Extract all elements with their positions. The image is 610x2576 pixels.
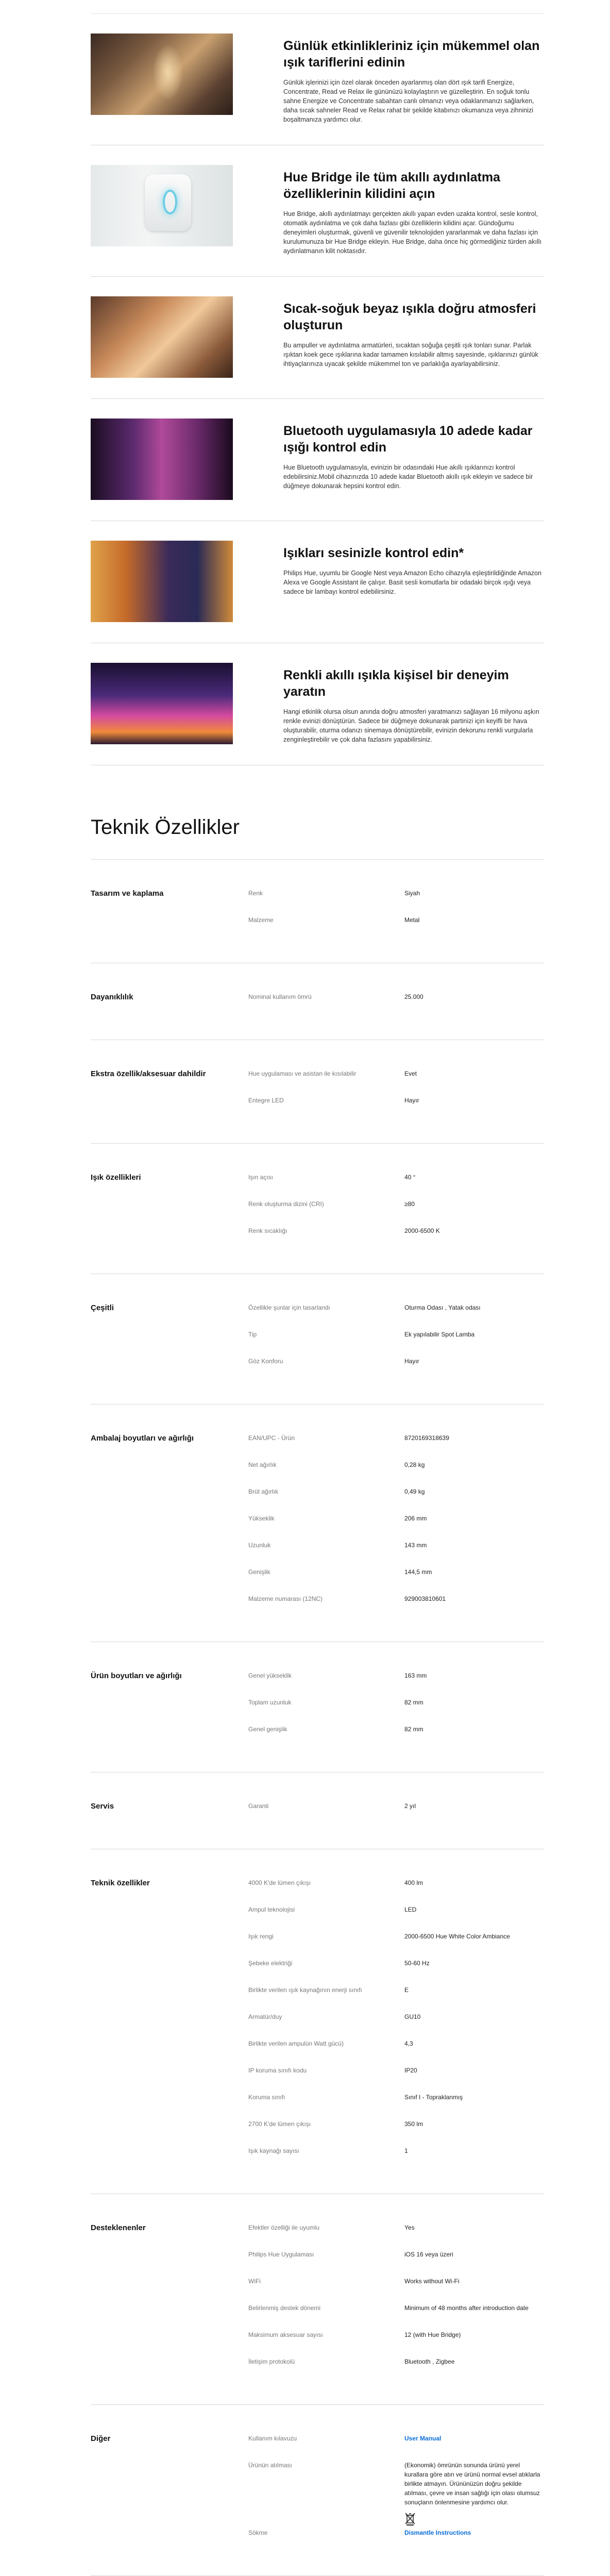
spec-value-text: Hayır <box>404 1097 419 1104</box>
spec-value <box>404 915 545 942</box>
spec-group-title: Desteklenenler <box>91 2223 146 2232</box>
spec-rows <box>248 1878 545 2173</box>
spec-row <box>248 1959 545 1985</box>
spec-label: Işık kaynağı sayısı <box>248 2147 299 2154</box>
spec-row <box>248 1199 545 1226</box>
spec-value <box>404 1514 545 1541</box>
spec-label: Nominal kullanım ömrü <box>248 993 312 1000</box>
spec-value <box>404 1487 545 1514</box>
spec-group-title: Çeşitli <box>91 1303 114 1312</box>
spec-value <box>404 1932 545 1959</box>
feature-description: Hue Bluetooth uygulamasıyla, evinizin bir odasındaki Hue akıllı ışıklarınızı kontrol edebilirsiniz.Mobil cihazınızda 10 adede kadar Bluetooth akıllı ışık ekleyin ve sadece bir düğmeye dokunarak hepsini kontrol edin. <box>283 464 533 490</box>
spec-label: Koruma sınıfı <box>248 2094 285 2101</box>
spec-value-text: ≥80 <box>404 1200 415 1208</box>
spec-value-text: 0,28 kg <box>404 1461 425 1468</box>
spec-row <box>248 915 545 942</box>
spec-label: Toplam uzunluk <box>248 1699 292 1706</box>
spec-value-text: GU10 <box>404 2013 421 2020</box>
spec-value <box>404 2223 545 2250</box>
hue-bridge-icon <box>145 174 191 231</box>
feature-image <box>91 663 233 744</box>
spec-value <box>404 1959 545 1985</box>
spec-value <box>404 2093 545 2119</box>
spec-value-text: iOS 16 veya üzeri <box>404 2251 453 2258</box>
spec-value-text: E <box>404 1986 409 1994</box>
spec-value-text: (Ekonomik) ömrünün sonunda ürünü yerel kurallara göre atın ve ürünü normal evsel atıklarla birlikte atmayın. Ürününüzün doğru şekilde atılması, çevre ve insan sağlığı için olası olumsuz sonuçların önlenmesine yardımcı olur. <box>404 2462 540 2506</box>
spec-label: Sökme <box>248 2529 268 2536</box>
spec-value-text: 143 mm <box>404 1542 427 1549</box>
spec-value <box>404 992 545 1019</box>
spec-row <box>248 2303 545 2330</box>
spec-row <box>248 2528 545 2555</box>
spec-row <box>248 2461 545 2528</box>
spec-group <box>91 1040 544 1143</box>
spec-rows <box>248 992 545 1019</box>
spec-label: Renk sıcaklığı <box>248 1227 287 1234</box>
spec-row <box>248 1173 545 1199</box>
spec-rows <box>248 2434 545 2555</box>
spec-row <box>248 1226 545 1253</box>
spec-value <box>404 2330 545 2357</box>
spec-row <box>248 1985 545 2012</box>
feature-list <box>91 0 544 765</box>
spec-value <box>404 1226 545 1253</box>
spec-value-text: 82 mm <box>404 1699 423 1706</box>
spec-row <box>248 2357 545 2384</box>
spec-value-text: 2000-6500 Hue White Color Ambiance <box>404 1933 510 1940</box>
spec-group <box>91 1849 544 2194</box>
feature-image <box>91 34 233 115</box>
spec-value-text: 163 mm <box>404 1672 427 1679</box>
feature-item <box>91 145 544 276</box>
spec-value <box>404 1541 545 1567</box>
spec-value <box>404 1985 545 2012</box>
spec-value <box>404 1096 545 1123</box>
spec-value <box>404 1671 545 1698</box>
feature-title: Günlük etkinlikleriniz için mükemmel olan ışık tariflerini edinin <box>283 39 540 70</box>
feature-text <box>283 34 544 124</box>
spec-label: IP koruma sınıfı kodu <box>248 2067 307 2074</box>
spec-value <box>404 2434 545 2461</box>
spec-group <box>91 1772 544 1849</box>
spec-rows <box>248 1173 545 1253</box>
spec-value-text: 400 lm <box>404 1879 423 1886</box>
spec-row <box>248 1514 545 1541</box>
spec-label: EAN/UPC - Ürün <box>248 1434 295 1442</box>
feature-image <box>91 165 233 246</box>
spec-value-text: Evet <box>404 1070 417 1077</box>
spec-row <box>248 1905 545 1932</box>
spec-value <box>404 1594 545 1621</box>
spec-group-title: Işık özellikleri <box>91 1173 141 1182</box>
spec-label: Tip <box>248 1331 257 1338</box>
spec-value-text: LED <box>404 1906 417 1913</box>
feature-text <box>283 663 544 744</box>
spec-group <box>91 1642 544 1772</box>
spec-value <box>404 2461 545 2528</box>
spec-value-text: Minimum of 48 months after introduction date <box>404 2304 529 2312</box>
spec-label: Malzeme numarası (12NC) <box>248 1595 323 1602</box>
spec-rows <box>248 1801 545 1828</box>
spec-value-text: 929003810601 <box>404 1595 446 1602</box>
feature-image <box>91 296 233 378</box>
spec-label: Renk <box>248 890 263 897</box>
spec-value-text: 206 mm <box>404 1515 427 1522</box>
spec-value-text: IP20 <box>404 2067 417 2074</box>
spec-row <box>248 1671 545 1698</box>
spec-value <box>404 2146 545 2173</box>
spec-value <box>404 1357 545 1383</box>
spec-rows <box>248 2223 545 2384</box>
spec-row <box>248 1725 545 1751</box>
content-container <box>91 0 544 2576</box>
spec-row <box>248 1594 545 1621</box>
spec-row <box>248 2039 545 2066</box>
spec-row <box>248 1487 545 1514</box>
spec-row <box>248 2330 545 2357</box>
spec-row <box>248 1460 545 1487</box>
spec-value <box>404 1173 545 1199</box>
specs-title: Teknik Özellikler <box>91 816 240 839</box>
spec-row <box>248 1096 545 1123</box>
spec-value-text: Ek yapılabilir Spot Lamba <box>404 1331 475 1338</box>
spec-row <box>248 2093 545 2119</box>
spec-value-text: 12 (with Hue Bridge) <box>404 2331 461 2338</box>
feature-image <box>91 541 233 622</box>
spec-row <box>248 2146 545 2173</box>
spec-group <box>91 859 544 963</box>
spec-row <box>248 889 545 915</box>
spec-label: Kullanım kılavuzu <box>248 2435 297 2442</box>
spec-value-text: 350 lm <box>404 2120 423 2128</box>
spec-row <box>248 1433 545 1460</box>
feature-description: Günlük işlerinizi için özel olarak önceden ayarlanmış olan dört ışık tarifi Energize, Concentrate, Read ve Relax ile gününüzü kolaylaştırın ve güzelleştirin. En soğuk tonlu sahne Energize ve Concentrate sabahtan canlı olmanızı veya odaklanmanızı sağlarken, daha sıcak sahneler Read ve Relax rahat bir şekilde kitabınızı okumanıza veya zihninizi boşaltmanıza yardımcı olur. <box>283 79 534 123</box>
spec-label: Şebeke elektriği <box>248 1960 293 1967</box>
spec-value <box>404 1698 545 1725</box>
spec-value <box>404 1460 545 1487</box>
spec-row <box>248 1932 545 1959</box>
spec-row <box>248 1567 545 1594</box>
spec-value-text: 144,5 mm <box>404 1568 432 1576</box>
spec-label: Göz Konforu <box>248 1358 283 1365</box>
feature-item <box>91 643 544 765</box>
spec-value-text: Yes <box>404 2224 415 2231</box>
spec-value-text: Oturma Odası , Yatak odası <box>404 1304 481 1311</box>
spec-value <box>404 1433 545 1460</box>
spec-row <box>248 2250 545 2277</box>
spec-group <box>91 1404 544 1642</box>
spec-label: Efektler özelliği ile uyumlu <box>248 2224 320 2231</box>
spec-value <box>404 2357 545 2384</box>
spec-groups <box>91 859 544 2576</box>
spec-label: Garanti <box>248 1802 269 1810</box>
spec-row <box>248 2223 545 2250</box>
feature-item <box>91 13 544 145</box>
feature-item <box>91 521 544 643</box>
spec-label: İletişim protokolü <box>248 2358 295 2365</box>
feature-description: Hangi etkinlik olursa olsun anında doğru atmosferi yaratmanızı sağlayan 16 milyonu aşkın renkle evinizi dönüştürün. Sadece bir düğmeye dokunarak partinizi için keyifli bir hava oluşturabilir, oturma odanızı sinemaya dönüştürebilir, evinizin dekorunu renkli vurgularla zenginleştirebilir ve çok daha fazlasını yapabilirsiniz. <box>283 708 539 743</box>
spec-value-text: Metal <box>404 916 420 924</box>
spec-group <box>91 1143 544 1274</box>
spec-value <box>404 2066 545 2093</box>
feature-text <box>283 541 544 622</box>
feature-text <box>283 419 544 500</box>
spec-value-text: Hayır <box>404 1358 419 1365</box>
spec-value <box>404 2250 545 2277</box>
spec-rows <box>248 1671 545 1751</box>
spec-row <box>248 1878 545 1905</box>
spec-value <box>404 2039 545 2066</box>
spec-value <box>404 1567 545 1594</box>
spec-rows <box>248 1433 545 1621</box>
spec-label: Uzunluk <box>248 1542 271 1549</box>
spec-label: Birlikte verilen ampulün Watt gücü) <box>248 2040 344 2047</box>
spec-value-text: Bluetooth , Zigbee <box>404 2358 455 2365</box>
feature-image <box>91 419 233 500</box>
spec-value <box>404 1199 545 1226</box>
spec-row <box>248 1069 545 1096</box>
spec-group-title: Ekstra özellik/aksesuar dahildir <box>91 1069 206 1078</box>
spec-row <box>248 2119 545 2146</box>
spec-value <box>404 1801 545 1828</box>
spec-label: Maksimum aksesuar sayısı <box>248 2331 323 2338</box>
spec-value-text: 2 yıl <box>404 1802 416 1810</box>
spec-value <box>404 1069 545 1096</box>
feature-item <box>91 276 544 398</box>
spec-row <box>248 992 545 1019</box>
spec-group-title: Ambalaj boyutları ve ağırlığı <box>91 1434 194 1443</box>
feature-description: Philips Hue, uyumlu bir Google Nest veya Amazon Echo cihazıyla eşleştirildiğinde Amazon Alexa ve Google Assistant ile çalışır. Basit sesli komutlarla bir odadaki birçok ışığı veya sadece bir lambayı kontrol edebilirsiniz. <box>283 570 541 595</box>
spec-group <box>91 963 544 1040</box>
spec-value <box>404 2119 545 2146</box>
spec-label: Genel genişlik <box>248 1726 287 1733</box>
feature-text <box>283 296 544 378</box>
spec-label: Ampul teknolojisi <box>248 1906 295 1913</box>
spec-rows <box>248 889 545 942</box>
feature-item <box>91 398 544 521</box>
spec-value <box>404 1878 545 1905</box>
spec-group-title: Diğer <box>91 2434 111 2443</box>
spec-group <box>91 2194 544 2404</box>
spec-value <box>404 889 545 915</box>
feature-title: Sıcak-soğuk beyaz ışıkla doğru atmosferi oluşturun <box>283 302 536 332</box>
spec-label: 2700 K'de lümen çıkışı <box>248 2120 311 2128</box>
spec-link[interactable]: Dismantle Instructions <box>404 2529 471 2536</box>
spec-value-text: Siyah <box>404 890 420 897</box>
spec-label: Genişlik <box>248 1568 270 1576</box>
spec-value <box>404 2012 545 2039</box>
spec-label: Net ağırlık <box>248 1461 277 1468</box>
spec-label: Işın açısı <box>248 1174 274 1181</box>
spec-label: Işık rengi <box>248 1933 274 1940</box>
spec-row <box>248 2277 545 2303</box>
spec-value-text: 8720169318639 <box>404 1434 449 1442</box>
crossed-bin-icon <box>404 2512 416 2528</box>
spec-value <box>404 2303 545 2330</box>
spec-label: Belirlenmiş destek dönemi <box>248 2304 321 2312</box>
spec-label: Genel yükseklik <box>248 1672 292 1679</box>
spec-group-title: Teknik özellikler <box>91 1879 150 1887</box>
spec-label: Yükseklik <box>248 1515 275 1522</box>
spec-label: Entegre LED <box>248 1097 284 1104</box>
spec-row <box>248 1698 545 1725</box>
spec-row <box>248 2012 545 2039</box>
feature-text <box>283 165 544 256</box>
spec-value-text: Works without Wi-Fi <box>404 2278 460 2285</box>
spec-rows <box>248 1069 545 1123</box>
spec-label: WiFi <box>248 2278 261 2285</box>
spec-value <box>404 1303 545 1330</box>
spec-label: Birlikte verilen ışık kaynağının enerji sınıfı <box>248 1986 362 1994</box>
feature-title: Renkli akıllı ışıkla kişisel bir deneyim yaratın <box>283 668 509 699</box>
spec-value-text: 25.000 <box>404 993 423 1000</box>
spec-row <box>248 1357 545 1383</box>
spec-group-title: Dayanıklılık <box>91 993 133 1001</box>
spec-label: Hue uygulaması ve asistan ile kısılabilir <box>248 1070 357 1077</box>
spec-value-text: 50-60 Hz <box>404 1960 430 1967</box>
spec-label: Malzeme <box>248 916 274 924</box>
feature-description: Hue Bridge, akıllı aydınlatmayı gerçekten akıllı yapan evden uzakta kontrol, sesle kontrol, otomatik aydınlatma ve çok daha fazlası gibi özelliklerin kilidini açar. Gündoğumu deneyimleri oluşturmak, güvenli ve güvenilir teknolojiden yararlanmak ve daha fazlası için kurulumunuza bir Hue Bridge ekleyin. Hue Bridge, daha önce hiç görmediğiniz türden akıllı aydınlatmanın kilit noktasıdır. <box>283 210 541 255</box>
feature-description: Bu ampuller ve aydınlatma armatürleri, sıcaktan soğuğa çeşitli ışık tonları sunar. Parlak ışıktan koek gece ışıklarına kadar tamamen kısılabilir altmış sayesinde, ışıklarınızı günlük ihtiyaçlarınıza uyacak şekilde mükemmel ton ve parlaklığa ayarlayabilirsiniz. <box>283 342 538 367</box>
spec-value-text: 1 <box>404 2147 408 2154</box>
spec-value <box>404 2277 545 2303</box>
spec-group-title: Ürün boyutları ve ağırlığı <box>91 1671 182 1680</box>
spec-value <box>404 2528 545 2555</box>
spec-row <box>248 1303 545 1330</box>
spec-row <box>248 1330 545 1357</box>
spec-group <box>91 1274 544 1404</box>
spec-value <box>404 1725 545 1751</box>
spec-row <box>248 2066 545 2093</box>
spec-row <box>248 2434 545 2461</box>
spec-group-title: Tasarım ve kaplama <box>91 889 164 898</box>
spec-label: Armatür/duy <box>248 2013 282 2020</box>
spec-label: 4000 K'de lümen çıkışı <box>248 1879 311 1886</box>
feature-title: Hue Bridge ile tüm akıllı aydınlatma özelliklerinin kilidini açın <box>283 170 500 201</box>
spec-value <box>404 1330 545 1357</box>
spec-group <box>91 2404 544 2576</box>
spec-value-text: 2000-6500 K <box>404 1227 440 1234</box>
spec-label: Ürünün atılması <box>248 2462 292 2469</box>
feature-title: Işıkları sesinizle kontrol edin* <box>283 546 464 560</box>
spec-rows <box>248 1303 545 1383</box>
spec-row <box>248 1801 545 1828</box>
spec-link[interactable]: User Manual <box>404 2435 442 2442</box>
feature-title: Bluetooth uygulamasıyla 10 adede kadar ışığı kontrol edin <box>283 424 533 455</box>
spec-label: Özellikle şunlar için tasarlandı <box>248 1304 330 1311</box>
spec-value-text: 0,49 kg <box>404 1488 425 1495</box>
spec-value-text: Sınıf I - Topraklanmış <box>404 2094 463 2101</box>
spec-value-text: 82 mm <box>404 1726 423 1733</box>
spec-value-text: 4,3 <box>404 2040 413 2047</box>
spec-label: Renk oluşturma dizini (CRI) <box>248 1200 324 1208</box>
spec-group-title: Servis <box>91 1802 114 1811</box>
spec-value-text: 40 ° <box>404 1174 416 1181</box>
spec-label: Brüt ağırlık <box>248 1488 279 1495</box>
spec-value <box>404 1905 545 1932</box>
spec-row <box>248 1541 545 1567</box>
spec-label: Philips Hue Uygulaması <box>248 2251 314 2258</box>
